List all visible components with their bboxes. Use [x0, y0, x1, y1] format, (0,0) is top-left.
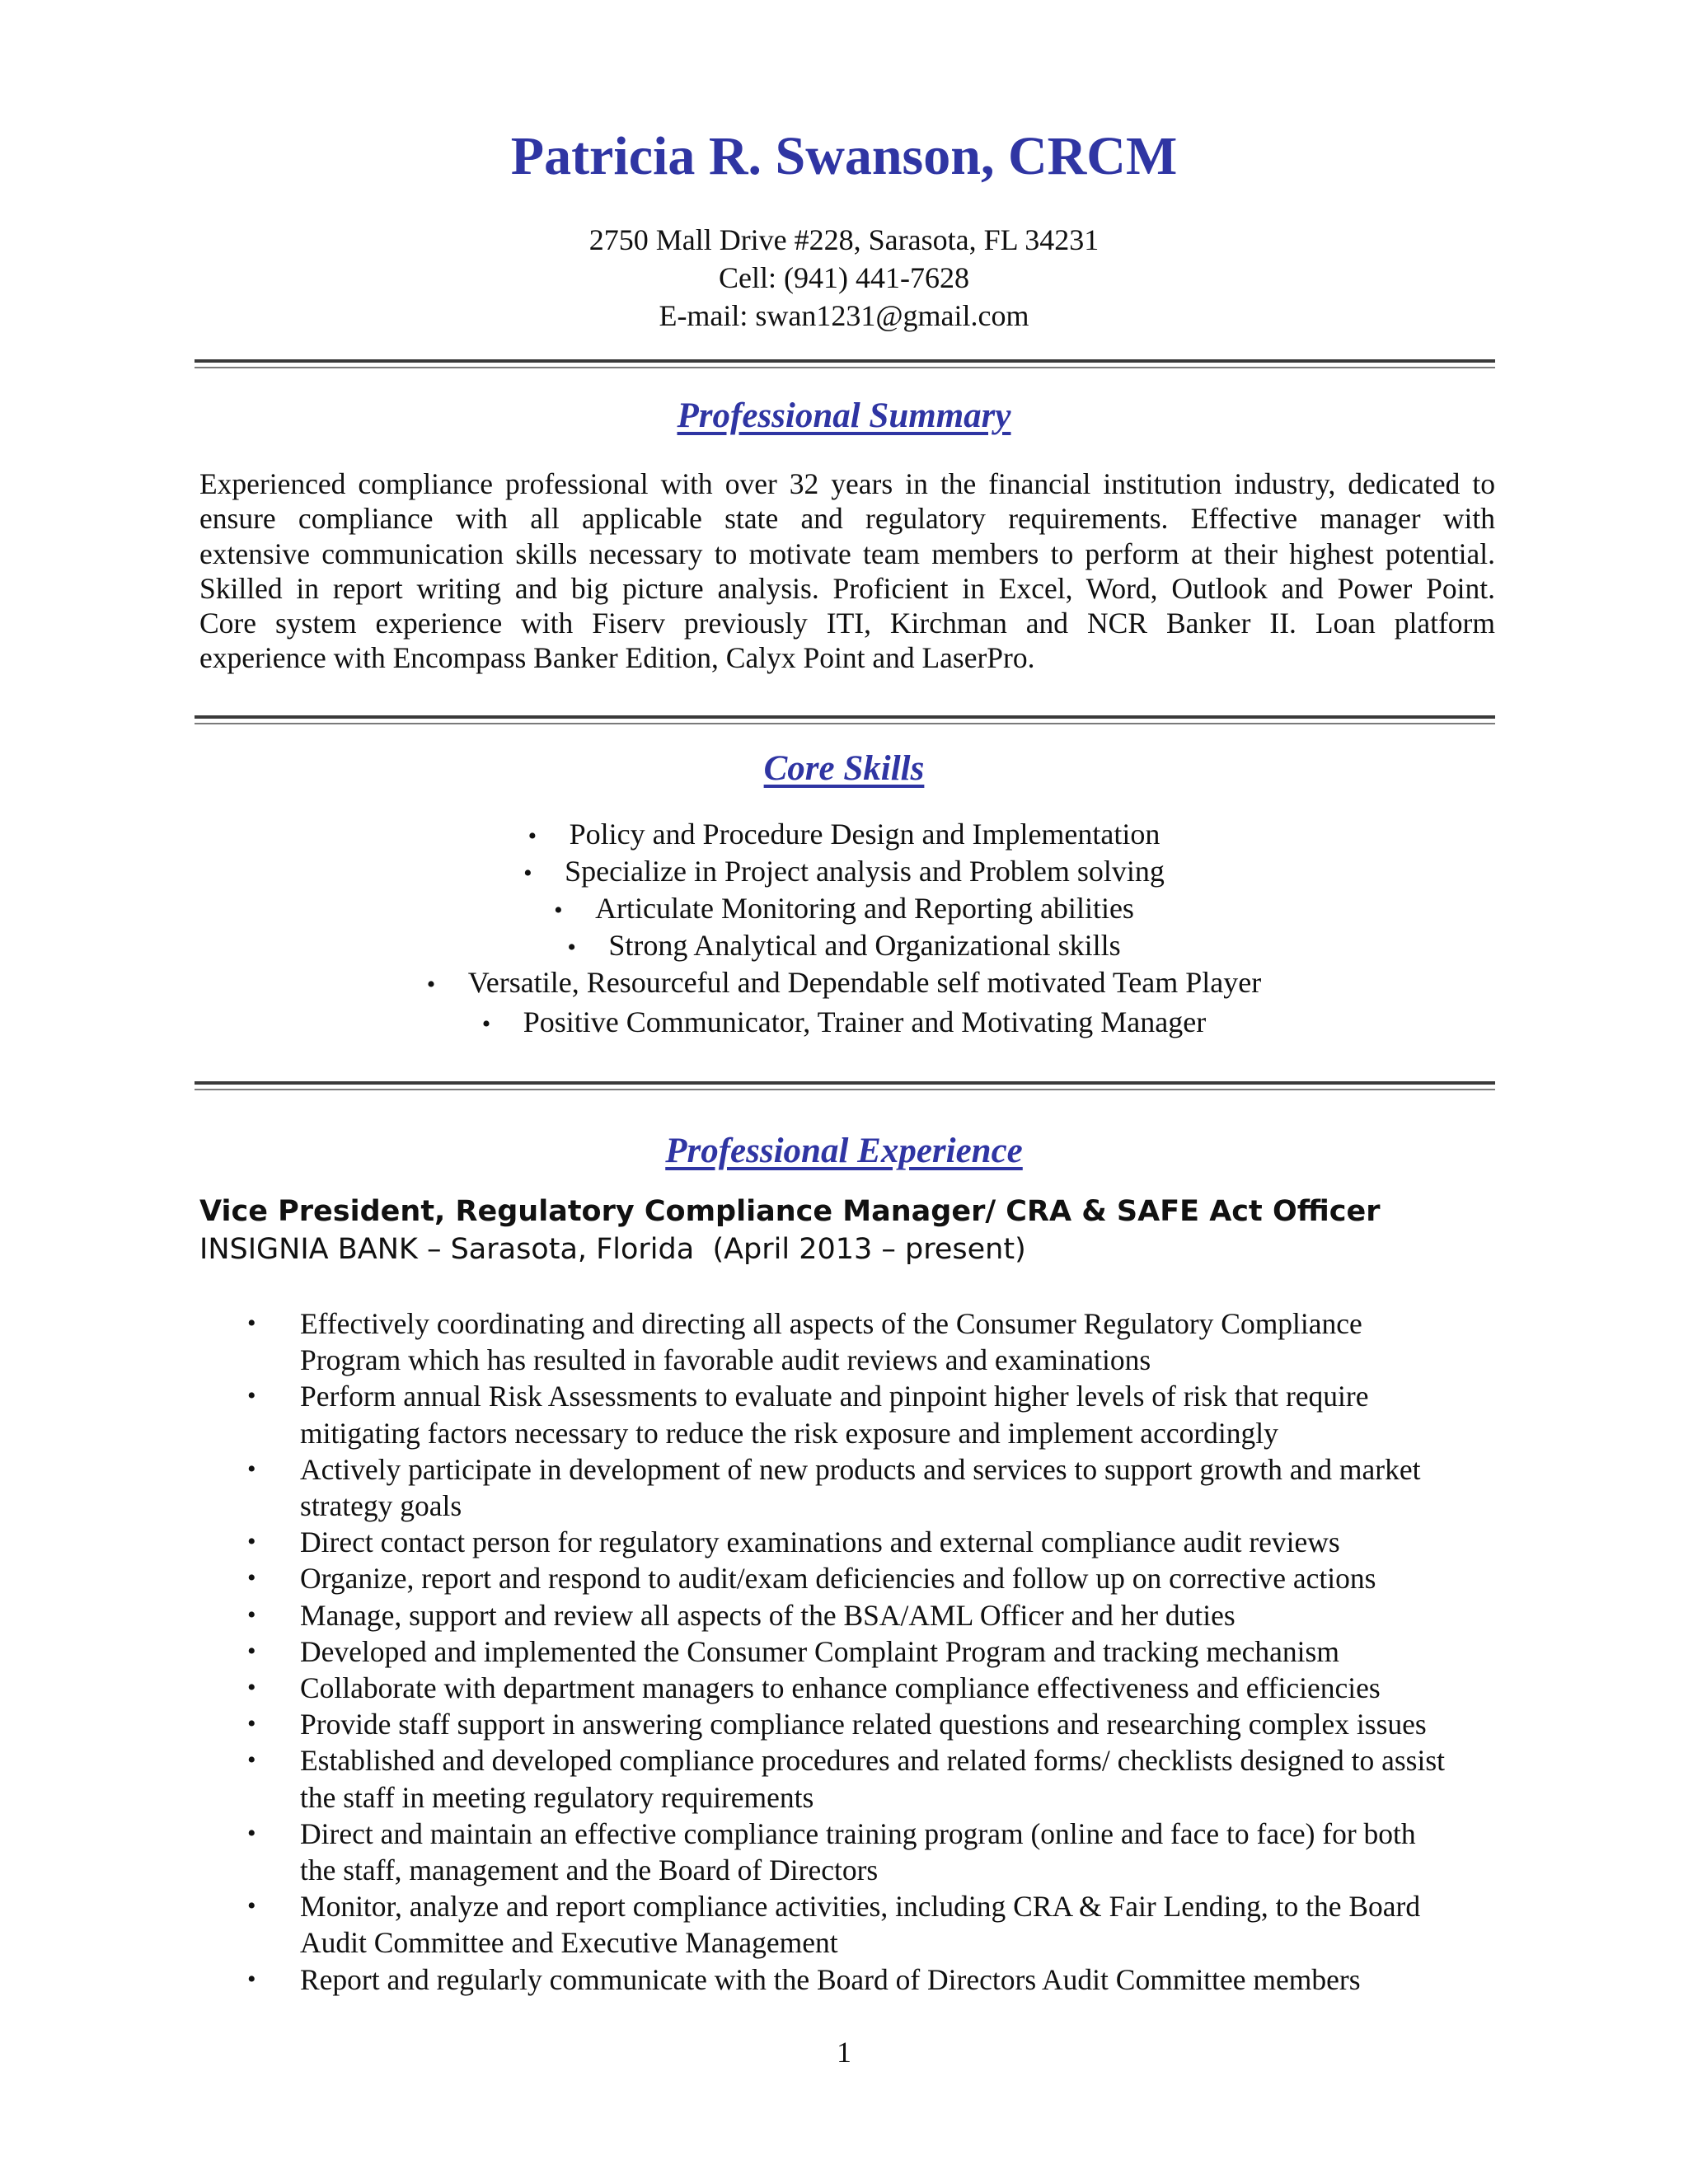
skills-list [0, 816, 1688, 1041]
duty-text: mitigating factors necessary to reduce the risk exposure and implement accordingly [300, 1416, 1278, 1450]
skills-heading: Core Skills [763, 749, 925, 788]
duty-text: the staff, management and the Board of Directors [300, 1854, 879, 1887]
bullet-icon: • [247, 1710, 256, 1738]
skill-item [0, 816, 1688, 853]
email-line: E-mail: swan1231@gmail.com [659, 299, 1029, 332]
bullet-icon: • [247, 1455, 256, 1483]
skill-text: Versatile, Resourceful and Dependable self motivated Team Player [467, 966, 1262, 999]
bullet-icon: • [247, 1819, 256, 1847]
cell-line: Cell: (941) 441-7628 [719, 261, 969, 294]
summary-line: experience with Encompass Banker Edition, Calyx Point and LaserPro. [199, 641, 1035, 675]
duty-item [247, 1305, 1500, 1378]
duty-text: Provide staff support in answering compliance related questions and researching complex issues [300, 1708, 1427, 1741]
duty-text: Developed and implemented the Consumer Complaint Program and tracking mechanism [300, 1634, 1339, 1668]
skill-item [0, 853, 1688, 890]
duty-item [247, 1742, 1500, 1815]
duty-text: Collaborate with department managers to enhance compliance effectiveness and efficiencies [300, 1671, 1381, 1705]
bullet-icon: • [247, 1564, 256, 1592]
bullet-icon: • [247, 1601, 256, 1629]
bullet-icon: • [247, 1310, 256, 1337]
bullet-icon: • [523, 860, 532, 887]
skill-text: Specialize in Project analysis and Problem solving [565, 855, 1165, 888]
bullet-icon: • [247, 1674, 256, 1702]
contact-block [0, 221, 1688, 335]
duty-item [247, 1597, 1500, 1633]
bullet-icon: • [567, 934, 576, 961]
summary-line: extensive communication skills necessary to motivate team members to perform at their highest potential. [199, 537, 1495, 570]
skill-item [0, 927, 1688, 964]
summary-line: Skilled in report writing and big picture analysis. Proficient in Excel, Word, Outlook and Power Point. [199, 571, 1495, 605]
bullet-icon: • [426, 971, 436, 998]
duty-text: Direct and maintain an effective compliance training program (online and face to face) for both [300, 1816, 1416, 1850]
bullet-icon: • [247, 1528, 256, 1556]
duty-text: strategy goals [300, 1489, 462, 1523]
bullet-icon: • [554, 897, 563, 924]
duty-item [247, 1706, 1500, 1742]
duty-item [247, 1670, 1500, 1706]
duty-item [247, 1816, 1500, 1888]
experience-heading: Professional Experience [665, 1132, 1023, 1170]
skill-text: Articulate Monitoring and Reporting abilities [595, 892, 1134, 925]
summary-line: ensure compliance with all applicable state and regulatory requirements. Effective manager with [199, 502, 1495, 536]
duty-text: Effectively coordinating and directing all aspects of the Consumer Regulatory Compliance [300, 1307, 1362, 1340]
duty-item [247, 1888, 1500, 1961]
skill-item [0, 890, 1688, 927]
duty-item [247, 1560, 1500, 1596]
section-divider [195, 1081, 1495, 1090]
duty-text: the staff in meeting regulatory requirements [300, 1780, 814, 1814]
skill-text: Positive Communicator, Trainer and Motivating Manager [523, 1005, 1207, 1038]
duty-text: Established and developed compliance procedures and related forms/ checklists designed to assist [300, 1744, 1446, 1778]
page-number: 1 [837, 2036, 851, 2069]
job-title: Vice President, Regulatory Compliance Manager/ CRA & SAFE Act Officer [199, 1195, 1381, 1228]
summary-heading: Professional Summary [677, 396, 1011, 435]
address-line: 2750 Mall Drive #228, Sarasota, FL 34231 [588, 223, 1100, 256]
skill-text: Strong Analytical and Organizational skills [608, 929, 1121, 962]
section-divider [195, 359, 1495, 368]
duty-text: Monitor, analyze and report compliance activities, including CRA & Fair Lending, to the Board [300, 1890, 1421, 1924]
skill-text: Policy and Procedure Design and Implementation [569, 818, 1160, 851]
candidate-name: Patricia R. Swanson, CRCM [510, 126, 1178, 186]
skill-item [0, 1004, 1688, 1041]
duties-list [247, 1305, 1500, 1998]
duty-item [247, 1633, 1500, 1670]
summary-paragraph [199, 466, 1495, 676]
duty-text: Manage, support and review all aspects of the BSA/AML Officer and her duties [300, 1598, 1236, 1632]
duty-text: Perform annual Risk Assessments to evaluate and pinpoint higher levels of risk that require [300, 1380, 1369, 1413]
duty-item [247, 1378, 1500, 1451]
bullet-icon: • [247, 1637, 256, 1665]
duty-item [247, 1961, 1500, 1998]
bullet-icon: • [528, 823, 537, 850]
skill-item [0, 964, 1688, 1001]
bullet-icon: • [247, 1892, 256, 1920]
bullet-icon: • [247, 1965, 256, 1993]
duty-text: Program which has resulted in favorable audit reviews and examinations [300, 1343, 1151, 1377]
duty-item [247, 1524, 1500, 1560]
duty-text: Actively participate in development of new products and services to support growth and market [300, 1452, 1421, 1486]
section-divider [195, 715, 1495, 724]
job-employer: INSIGNIA BANK – Sarasota, Florida (April 2013 – present) [199, 1233, 1026, 1266]
summary-line: Experienced compliance professional with over 32 years in the financial institution industry, dedicated to [199, 467, 1495, 500]
bullet-icon: • [247, 1746, 256, 1774]
duty-text: Direct contact person for regulatory examinations and external compliance audit reviews [300, 1526, 1340, 1559]
bullet-icon: • [481, 1010, 491, 1038]
duty-item [247, 1451, 1500, 1524]
duty-text: Organize, report and respond to audit/exam deficiencies and follow up on corrective actions [300, 1562, 1376, 1596]
bullet-icon: • [247, 1382, 256, 1410]
duty-text: Audit Committee and Executive Management [300, 1926, 838, 1960]
summary-line: Core system experience with Fiserv previously ITI, Kirchman and NCR Banker II. Loan platform [199, 607, 1495, 640]
duty-text: Report and regularly communicate with the Board of Directors Audit Committee members [300, 1962, 1361, 1996]
